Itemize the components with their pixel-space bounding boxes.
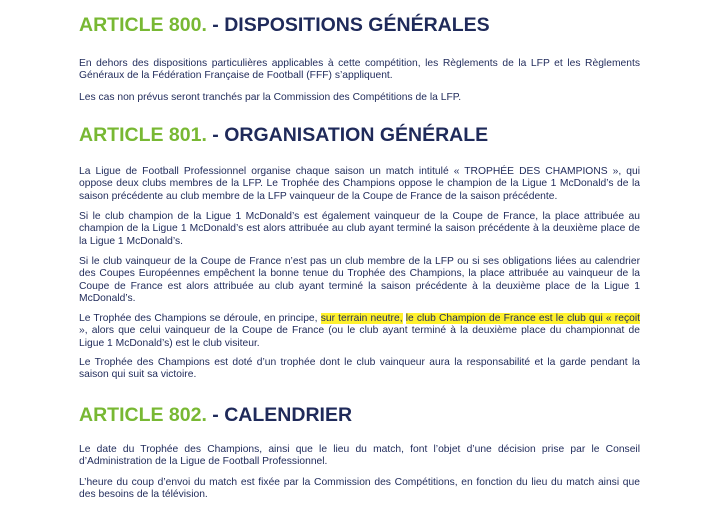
- article-801-heading: [79, 124, 488, 146]
- article-802-heading: [79, 404, 352, 426]
- paragraph-text: », alors que celui vainqueur de la Coupe de France (ou le club ayant terminé à la deuxième place du championnat de Ligue 1 McDonald’s) est le club visiteur.: [79, 325, 640, 349]
- article-800-heading: [79, 14, 490, 36]
- article-801-paragraph-1: La Ligue de Football Professionnel organise chaque saison un match intitulé « TROPHÉE DES CHAMPIONS », qui oppose deux clubs membres de la LFP. Le Trophée des Champions oppose le champion de la Ligue 1 McDonald’s de la saison précédente au club membre de la LFP vainqueur de la Coupe de France de la saison précédente.: [79, 166, 640, 202]
- article-number: ARTICLE 801.: [79, 124, 207, 146]
- article-title: - DISPOSITIONS GÉNÉRALES: [206, 14, 490, 36]
- article-801-paragraph-4: [79, 313, 640, 350]
- article-801-paragraph-5: Le Trophée des Champions est doté d’un trophée dont le club vainqueur aura la responsabilité et la garde pendant la saison qui suit sa victoire.: [79, 357, 640, 381]
- article-title: - ORGANISATION GÉNÉRALE: [206, 124, 489, 146]
- article-802-paragraph-1: Le date du Trophée des Champions, ainsi que le lieu du match, font l’objet d’une décision prise par le Conseil d’Administration de la Ligue de Football Professionnel.: [79, 444, 640, 468]
- article-800-paragraph-1: En dehors des dispositions particulières applicables à cette compétition, les Règlements de la LFP et les Règlements Généraux de la Fédération Française de Football (FFF) s’appliquent.: [79, 58, 640, 82]
- article-number: ARTICLE 802.: [79, 404, 207, 426]
- article-801-paragraph-2: Si le club champion de la Ligue 1 McDonald’s est également vainqueur de la Coupe de France, la place attribuée au champion de la Ligue 1 McDonald’s est alors attribuée au club ayant terminé la saison précédente à la deuxième place de la Ligue 1 McDonald’s.: [79, 211, 640, 247]
- article-number: ARTICLE 800.: [79, 14, 207, 36]
- article-800-paragraph-2: Les cas non prévus seront tranchés par la Commission des Compétitions de la LFP.: [79, 92, 462, 103]
- highlighted-text: sur terrain neutre,: [320, 313, 403, 324]
- article-title: - CALENDRIER: [206, 404, 353, 426]
- paragraph-text: Le Trophée des Champions se déroule, en principe,: [79, 313, 321, 324]
- article-801-paragraph-3: Si le club vainqueur de la Coupe de France n’est pas un club membre de la LFP ou si ses obligations liées au calendrier des Coupes Européennes empêchent la bonne tenue du Trophée des Champions, la place attribuée au vainqueur de la Coupe de France est alors attribuée au club ayant terminé la saison précédente à la deuxième place de la Ligue 1 McDonald’s.: [79, 256, 640, 304]
- article-802-paragraph-2: L’heure du coup d’envoi du match est fixée par la Commission des Compétitions, en fonction du lieu du match ainsi que des besoins de la télévision.: [79, 477, 640, 501]
- highlighted-text: le club Champion de France est le club qui « reçoit: [405, 313, 640, 324]
